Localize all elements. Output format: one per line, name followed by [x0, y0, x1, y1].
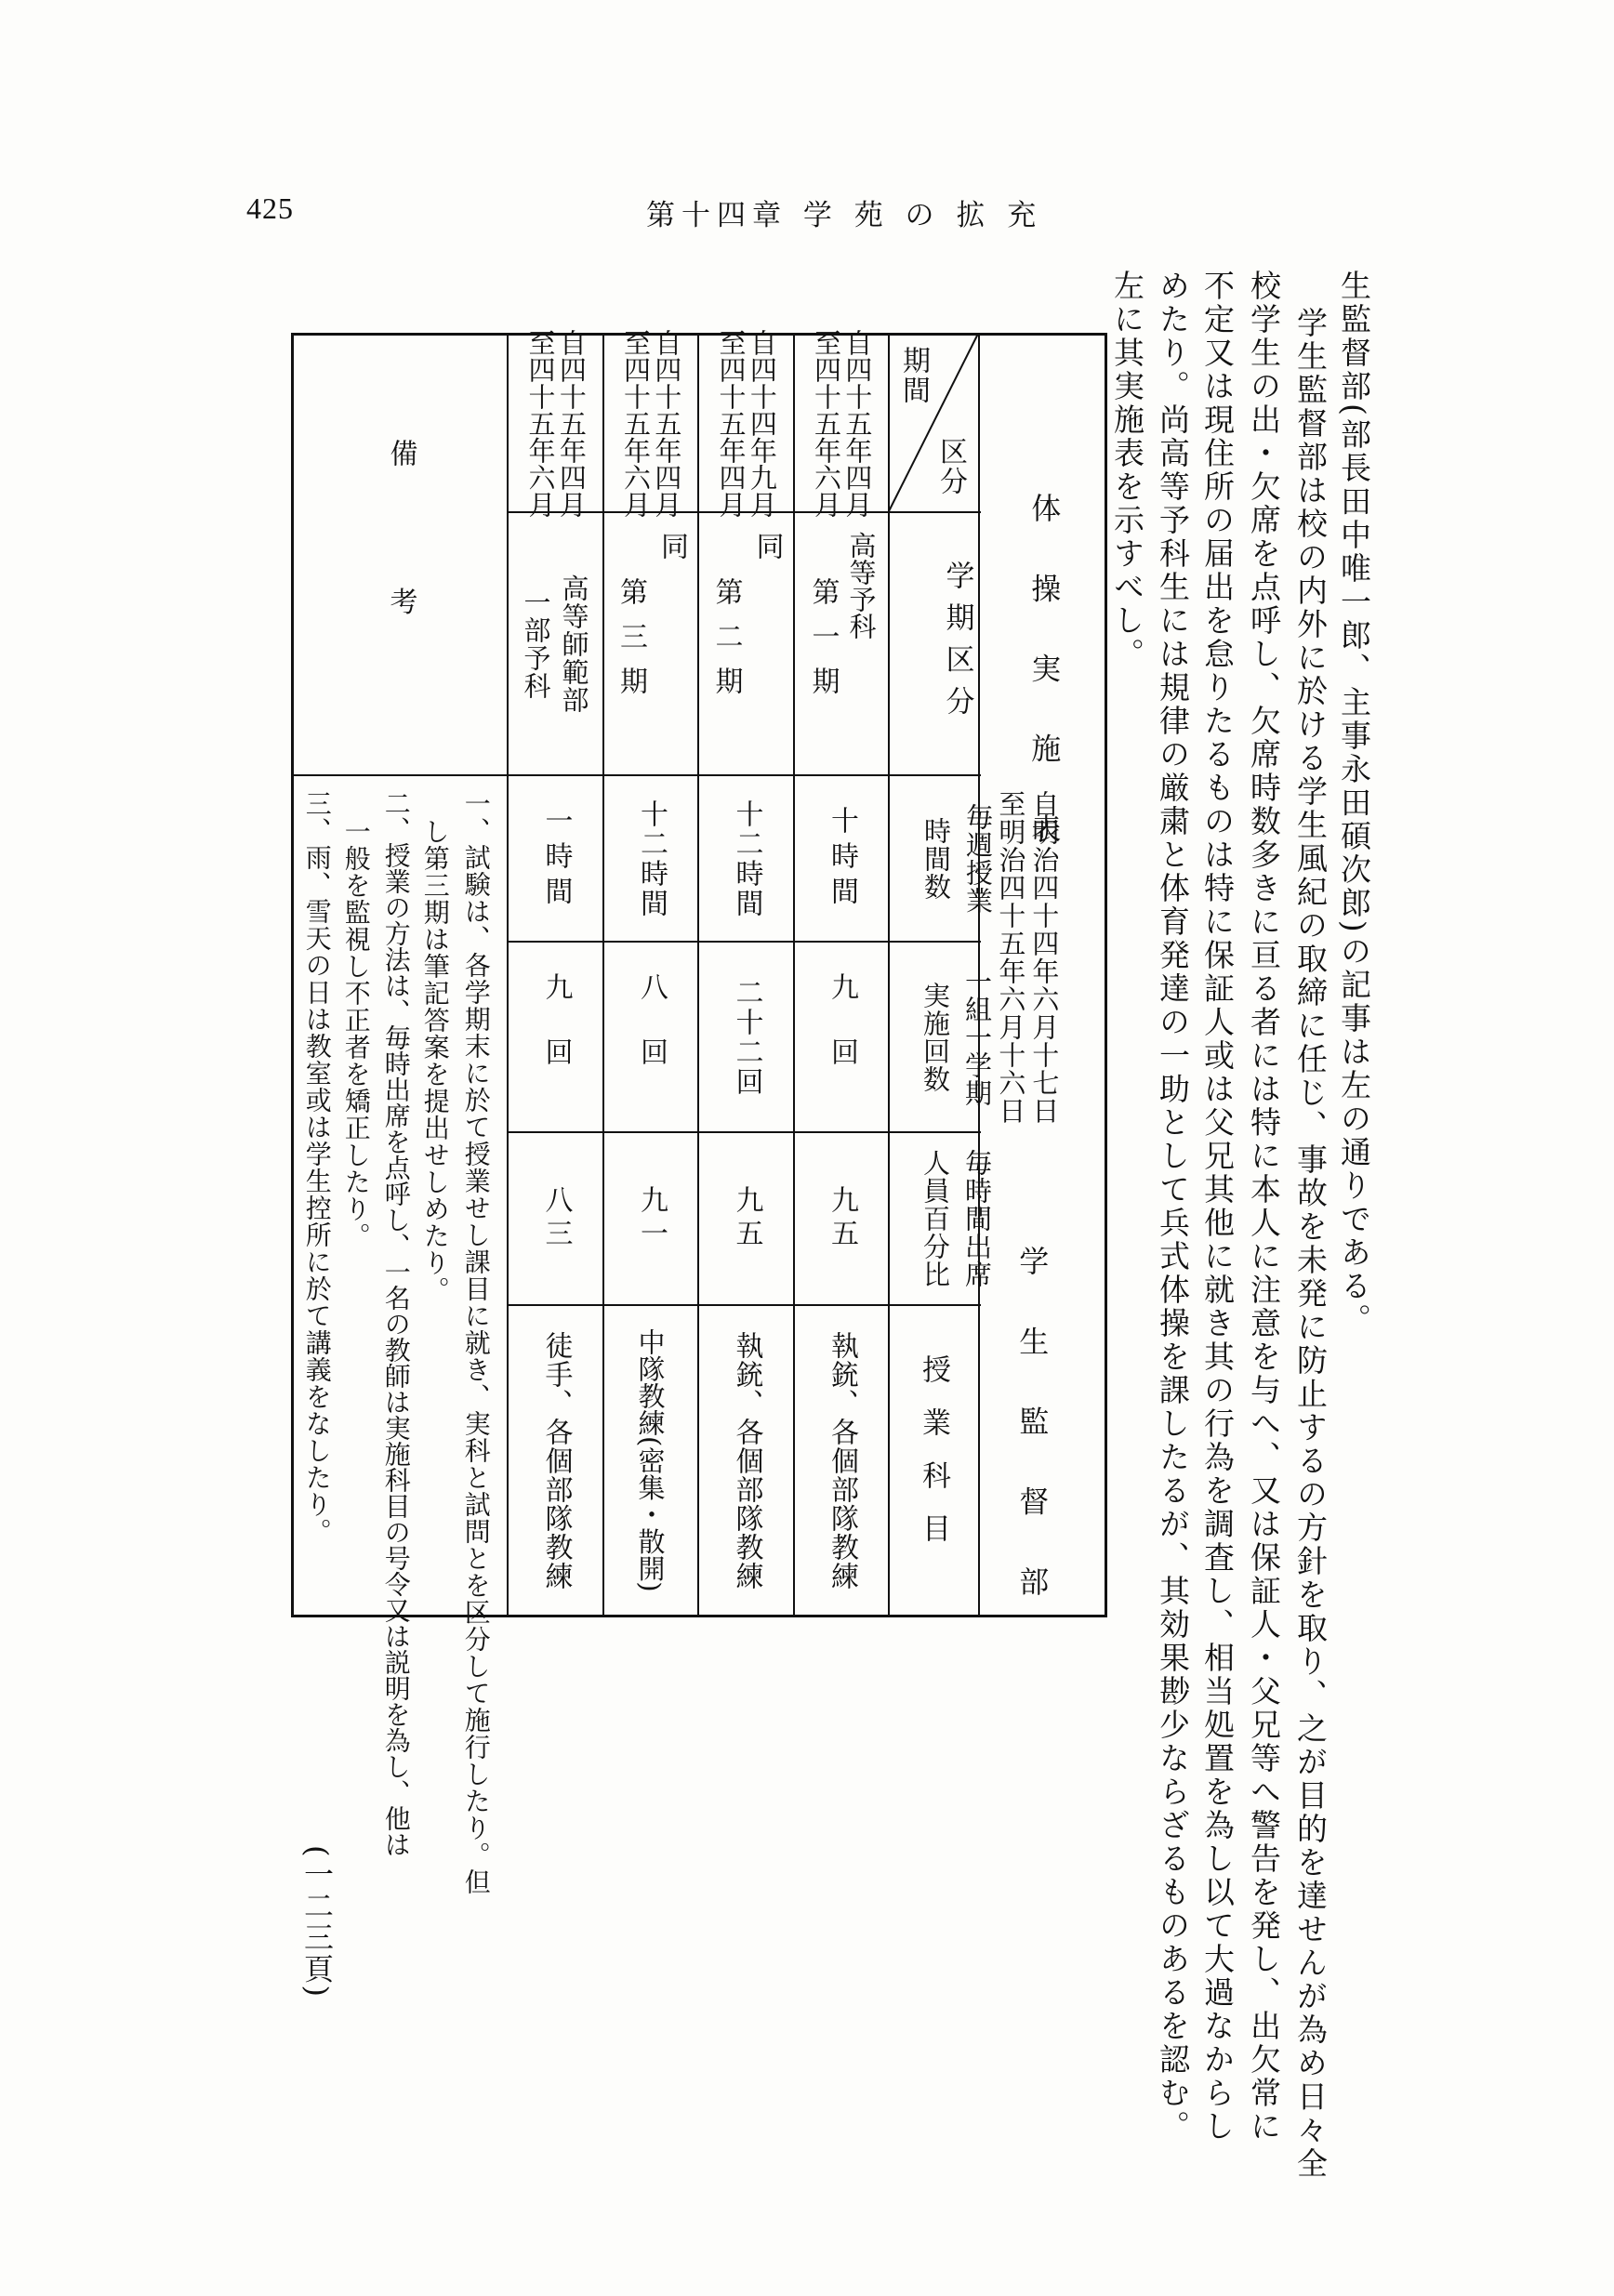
- table-period-start: 自明治四十四年六月十七日: [1028, 790, 1061, 1125]
- row4-count: 九回: [539, 971, 573, 1102]
- row3-pct: 九一: [635, 1185, 668, 1252]
- row4-period: 自四十五年四月 至四十五年六月: [524, 329, 588, 518]
- original-page-marker: (一二三頁): [299, 1845, 335, 1999]
- row3-period: 自四十五年四月 至四十五年六月: [620, 329, 683, 518]
- col-header-term: 学期区分: [940, 560, 974, 728]
- row1-term: 高等予科 第一期: [806, 532, 878, 711]
- row1-subject: 執銃、各個部隊教練: [826, 1330, 858, 1590]
- row4-term: 高等師範部 一部予科: [520, 574, 590, 714]
- corner-label-division: 区分: [934, 437, 967, 496]
- remark-1-cont: し第三期は筆記答案を提出せしめたり。: [419, 818, 451, 1303]
- remarks-label: 備 考: [384, 439, 417, 671]
- table-title: 体 操 実 施 表: [1026, 493, 1063, 864]
- body-line-1: 生監督部(部長田中唯一郎、主事永田碩次郎)の記事は左の通りである。: [1336, 270, 1372, 1337]
- row3-term: 同 第三期: [615, 532, 688, 711]
- body-line-3: 校学生の出・欠席を点呼し、欠席時数多きに亘る者には特に本人に注意を与へ、又は保証人・父兄等へ警告を発し、出欠常に: [1246, 270, 1282, 2144]
- row2-count: 二十二回: [730, 977, 763, 1097]
- page-number: 425: [246, 191, 294, 225]
- row3-hours: 十二時間: [635, 798, 668, 918]
- row2-term: 同 第二期: [709, 532, 784, 711]
- row3-subject: 中隊教練(密集・散開): [634, 1328, 667, 1592]
- col-header-count: 一組一学期 実施回数: [919, 967, 993, 1107]
- running-head: 第十四章 学 苑 の 拡 充: [646, 199, 1043, 232]
- body-line-2: 学生監督部は校の内外に於ける学生風紀の取締に任じ、事故を未発に防止するの方針を取り、之が目的を達せんが為め日々全: [1292, 307, 1329, 2181]
- row2-hours: 十二時間: [730, 798, 763, 918]
- row1-period: 自四十五年四月 至四十五年六月: [811, 329, 874, 518]
- remark-2-cont: 一般を監視し不正者を矯正したり。: [340, 818, 372, 1249]
- remark-3: 三、雨、雪天の日は教室或は学生控所に於て講義をなしたり。: [301, 790, 333, 1545]
- col-header-subject: 授業科目: [917, 1354, 950, 1566]
- remark-2: 二、授業の方法は、毎時出席を点呼し、一名の教師は実施科目の号令又は説明を為し、他は: [380, 790, 412, 1857]
- corner-label-period: 期間: [897, 346, 930, 405]
- row4-hours: 一時間: [539, 805, 573, 912]
- row1-pct: 九五: [826, 1185, 858, 1252]
- remark-1: 一、試験は、各学期末に於て授業せし課目に就き、実科と試問とを区分して施行したり。但: [460, 790, 492, 1895]
- row1-count: 九回: [826, 971, 858, 1102]
- col-header-pct: 毎時間出席 人員百分比: [919, 1149, 993, 1288]
- body-line-5: めたり。尚高等予科生には規律の厳粛と体育発達の一助として兵式体操を課したるが、其効果尠少ならざるものあるを認む。: [1155, 270, 1191, 2144]
- row2-period: 自四十四年九月 至四十五年四月: [715, 329, 778, 518]
- body-line-4: 不定又は現住所の届出を怠りたるものは特に保証人或は父兄其他に就き其の行為を調査し、相当処置を為し以て大過なからし: [1199, 270, 1236, 2144]
- table-department: 学 生 監 督 部: [1014, 1246, 1051, 1616]
- table-period-end: 至明治四十五年六月十六日: [995, 790, 1027, 1125]
- row1-hours: 十時間: [826, 805, 858, 912]
- row2-subject: 執銃、各個部隊教練: [730, 1330, 763, 1590]
- row4-pct: 八三: [539, 1185, 573, 1252]
- row3-count: 八回: [635, 971, 668, 1102]
- body-line-6: 左に其実施表を示すべし。: [1109, 270, 1145, 671]
- row2-pct: 九五: [730, 1185, 763, 1252]
- col-header-hours: 毎週授業 時間数: [920, 802, 994, 915]
- row4-subject: 徒手、各個部隊教練: [539, 1330, 573, 1590]
